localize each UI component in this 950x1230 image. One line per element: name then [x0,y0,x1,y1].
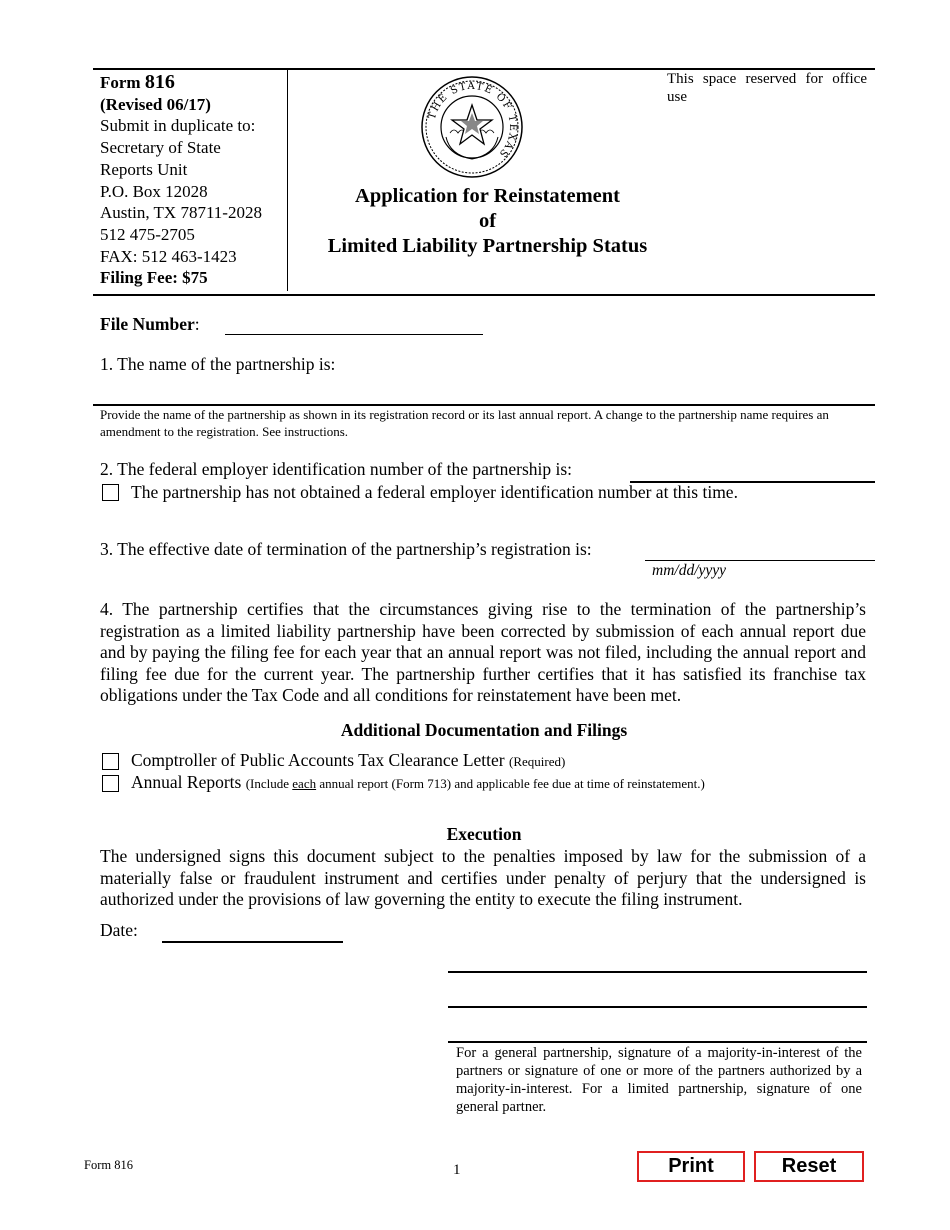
date-format-hint: mm/dd/yyyy [652,562,727,579]
address-line: Submit in duplicate to: [100,116,256,136]
no-fein-checkbox-label: The partnership has not obtained a federal employer identification number at this time. [131,482,738,502]
annual-reports-note: (Include each annual report (Form 713) and applicable fee due at time of reinstatement.) [245,776,705,791]
header-left-column [100,72,285,289]
signature-line[interactable] [448,1006,867,1008]
annual-reports-row [131,772,705,794]
address-line: P.O. Box 12028 [100,181,208,201]
file-number-label-row [100,314,200,336]
comptroller-label: Comptroller of Public Accounts Tax Clearance Letter [131,750,505,770]
state-seal-icon [420,75,524,179]
seal-text: THE STATE OF TEXAS [426,80,519,160]
title-line: Application for Reinstatement [355,185,620,207]
revised-date: (Revised 06/17) [100,94,211,114]
address-line: Reports Unit [100,159,188,179]
file-number-label: File Number [100,314,195,334]
form-number: 816 [144,71,175,93]
annual-reports-checkbox[interactable] [102,775,119,792]
execution-date-field[interactable] [162,941,343,943]
item2-label: 2. The federal employer identification number of the partnership is: [100,459,573,479]
address-line: Secretary of State [100,138,221,158]
execution-heading: Execution [446,824,522,844]
title-line: Limited Liability Partnership Status [327,235,648,257]
item1-label: 1. The name of the partnership is: [100,354,336,374]
address-line: Austin, TX 78711-2028 [100,203,262,223]
header-divider [287,70,288,291]
annual-reports-note-emphasis: each [292,776,317,791]
page-number: 1 [453,1162,461,1178]
comptroller-row [131,750,565,772]
footer-form-label: Form 816 [84,1158,133,1172]
file-number-colon: : [194,314,200,334]
comptroller-note: (Required) [509,754,566,769]
title-line: of [478,210,497,232]
signature-line[interactable] [448,1041,867,1043]
address-line: 512 475-2705 [100,224,195,244]
item3-label: 3. The effective date of termination of the partnership’s registration is: [100,539,592,559]
form-number-line [100,72,285,94]
print-button[interactable]: Print [637,1151,745,1182]
execution-statement: The undersigned signs this document subject to the penalties imposed by law for the submission of a materially false or fraudulent instrument and certifies under penalty of perjury that the undersigned is authorized under the provisions of law governing the entity to execute the filing instrument. [100,846,866,910]
filing-fee: Filing Fee: $75 [100,268,208,288]
form-title [300,184,675,259]
signature-line[interactable] [448,971,867,973]
reset-button[interactable]: Reset [754,1151,864,1182]
date-label: Date: [100,920,138,940]
termination-date-field[interactable] [645,560,875,561]
file-number-field[interactable] [225,334,483,335]
no-fein-checkbox[interactable] [102,484,119,501]
additional-heading: Additional Documentation and Filings [340,720,628,740]
item1-instructions: Provide the name of the partnership as shown in its registration record or its last annual report. A change to the partnership name requires an amendment to the registration. See instructions. [100,407,829,439]
annual-reports-label: Annual Reports [131,772,242,792]
comptroller-checkbox[interactable] [102,753,119,770]
form-label: Form [100,73,141,92]
signature-caption: For a general partnership, signature of a majority-in-interest of the partners or signature of one or more of the partners authorized by a majority-in-interest. For a limited partnership, signature of one general partner. [456,1045,862,1115]
address-line: FAX: 512 463-1423 [100,246,237,266]
item4-certification: 4. The partnership certifies that the circumstances giving rise to the termination of the partnership’s registration as a limited liability partnership have been corrected by submission of each annual report due and by paying the filing fee for each year that an annual report was not filed, including the annual report and filing fee due for the current year. The partnership further certifies that it has satisfied its franchise tax obligations under the Tax Code and all conditions for reinstatement have been met. [100,599,866,706]
office-use-note: This space reserved for office use [667,71,867,105]
